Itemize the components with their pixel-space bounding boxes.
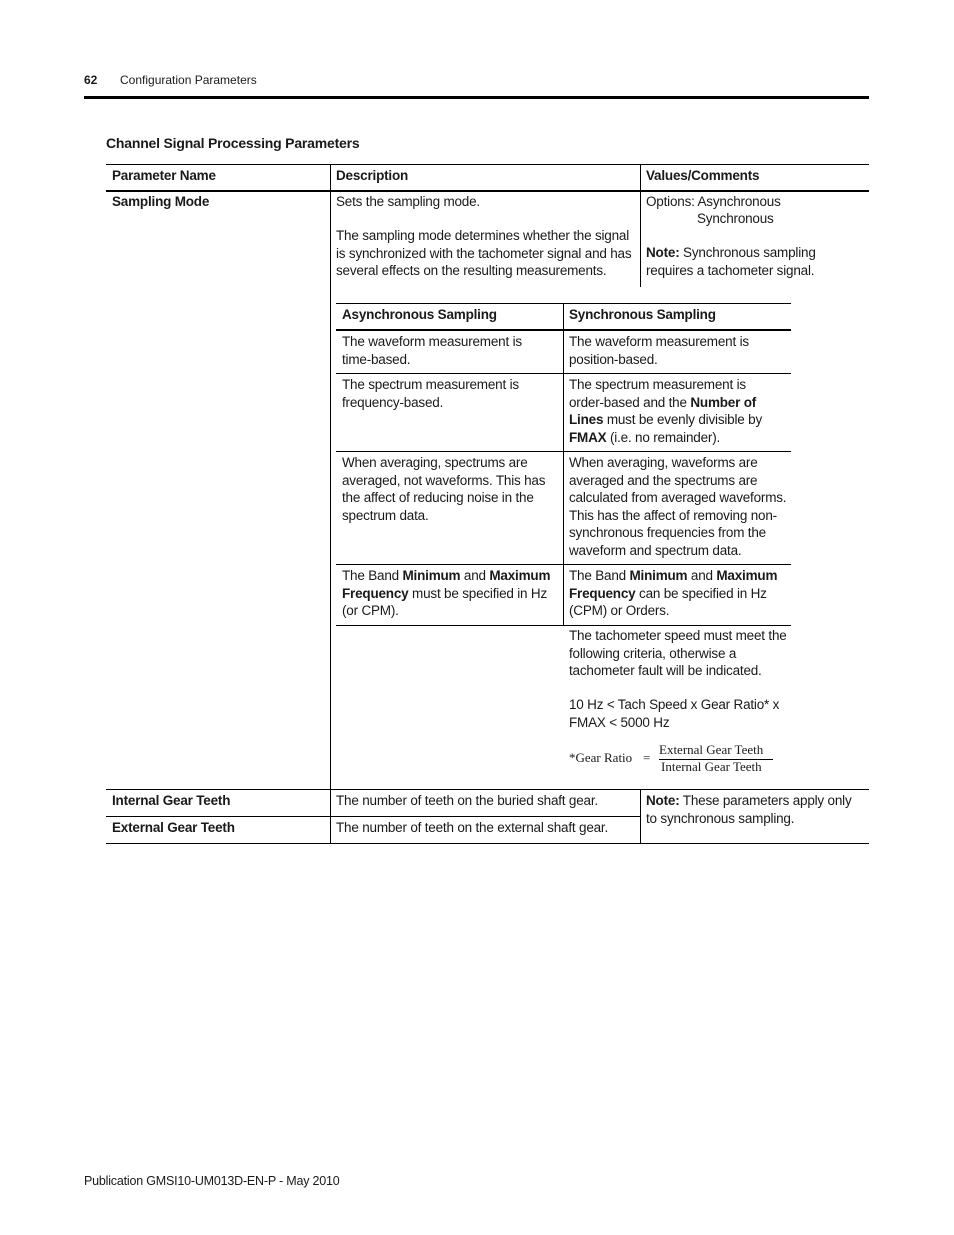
row-rule-sampling (106, 789, 869, 790)
column-divider-2-bottom (640, 789, 641, 844)
column-divider-1 (330, 164, 331, 844)
async-row3: When averaging, spectrums are averaged, not waveforms. This has the affect of reducing noise in the spectrum data. (342, 455, 546, 523)
sampling-mode-desc-line1: Sets the sampling mode. (336, 194, 480, 209)
gear-ratio-label: *Gear Ratio (569, 750, 633, 765)
async-row4-minimum: Minimum (402, 568, 461, 583)
gear-ratio-denominator: Internal Gear Teeth (661, 759, 762, 774)
async-row4-max-frequency: Maximum Frequency (342, 568, 551, 601)
column-header-values: Values/Comments (646, 168, 760, 183)
note-label: Note: (646, 245, 680, 260)
internal-gear-description: The number of teeth on the buried shaft gear. (336, 793, 598, 808)
sync-row4-text-e: can be specified in Hz (CPM) or Orders. (569, 585, 767, 618)
footer-publication: Publication GMSI10-UM013D-EN-P - May 2010 (84, 1174, 340, 1188)
column-divider-2-top (640, 164, 641, 287)
sampling-mode-desc-para2: The sampling mode determines whether the signal is synchronized with the tachometer signal and has several effects on the resulting measurements. (336, 228, 632, 278)
header-section-title: Configuration Parameters (120, 73, 257, 87)
header-rule (84, 96, 869, 99)
nested-header-async: Asynchronous Sampling (342, 307, 497, 322)
nested-header-sync: Synchronous Sampling (569, 307, 716, 322)
sync-row5-formula: 10 Hz < Tach Speed x Gear Ratio* x FMAX < 5000 Hz (569, 697, 780, 730)
param-internal-gear-teeth: Internal Gear Teeth (112, 793, 231, 808)
async-row4-text-c: and (460, 568, 490, 583)
sync-row4-minimum: Minimum (629, 568, 688, 583)
external-gear-description: The number of teeth on the external shaft gear. (336, 820, 609, 835)
gear-note-label: Note: (646, 793, 680, 808)
param-sampling-mode: Sampling Mode (112, 194, 210, 209)
gear-ratio-equals: = (643, 750, 651, 765)
row-rule-internal (106, 816, 640, 817)
sync-row2-number-of-lines: Number of Lines (569, 394, 757, 427)
sync-row4-text-a: The Band (569, 568, 630, 583)
async-row4-text-a: The Band (342, 568, 403, 583)
gear-note-text: These parameters apply only to synchronous sampling. (646, 793, 852, 826)
sync-row5-criteria: The tachometer speed must meet the following criteria, otherwise a tachometer fault will be indicated. (569, 628, 787, 678)
gear-ratio-numerator: External Gear Teeth (659, 742, 764, 757)
sync-row4-text-c: and (687, 568, 717, 583)
sync-row4-max-frequency: Maximum Frequency (569, 568, 778, 601)
nested-row-rule-2 (336, 451, 791, 452)
table-bottom-rule (106, 843, 869, 844)
table-title: Channel Signal Processing Parameters (106, 135, 360, 151)
sync-row2-text-e: (i.e. no remainder). (606, 429, 721, 445)
param-external-gear-teeth: External Gear Teeth (112, 820, 235, 835)
nested-row-rule-1 (336, 373, 791, 374)
nested-column-divider (563, 303, 564, 625)
sync-row1: The waveform measurement is position-based. (569, 334, 749, 367)
sync-row4 (569, 567, 783, 620)
column-header-description: Description (336, 168, 409, 183)
column-header-name: Parameter Name (112, 168, 216, 183)
nested-row-rule-3 (336, 564, 791, 565)
table-top-rule (106, 164, 869, 165)
async-row4 (342, 567, 554, 620)
async-row2: The spectrum measurement is frequency-based. (342, 377, 519, 410)
sync-row3: When averaging, waveforms are averaged and the spectrums are calculated from averaged waveforms. This has the affect of removing non-synchronous frequencies from the waveform and spectrum data. (569, 455, 787, 558)
sync-row2-text-a: The spectrum measurement is order-based and the (569, 377, 746, 410)
sampling-mode-note (646, 244, 864, 279)
nested-row-rule-4 (336, 625, 791, 626)
sync-row2-fmax: FMAX (569, 429, 607, 445)
table-header-rule (106, 190, 869, 192)
async-row4-text-e: must be specified in Hz (or CPM). (342, 585, 547, 618)
sampling-mode-options: Options: Asynchronous (646, 194, 781, 209)
gear-note (646, 792, 864, 827)
sampling-mode-option-sync: Synchronous (697, 211, 774, 226)
note-text: Synchronous sampling requires a tachometer signal. (646, 245, 816, 278)
async-row1: The waveform measurement is time-based. (342, 334, 522, 367)
page-number: 62 (84, 73, 98, 87)
sync-row2 (569, 376, 769, 446)
sync-row2-text-c: must be evenly divisible by (603, 412, 762, 427)
